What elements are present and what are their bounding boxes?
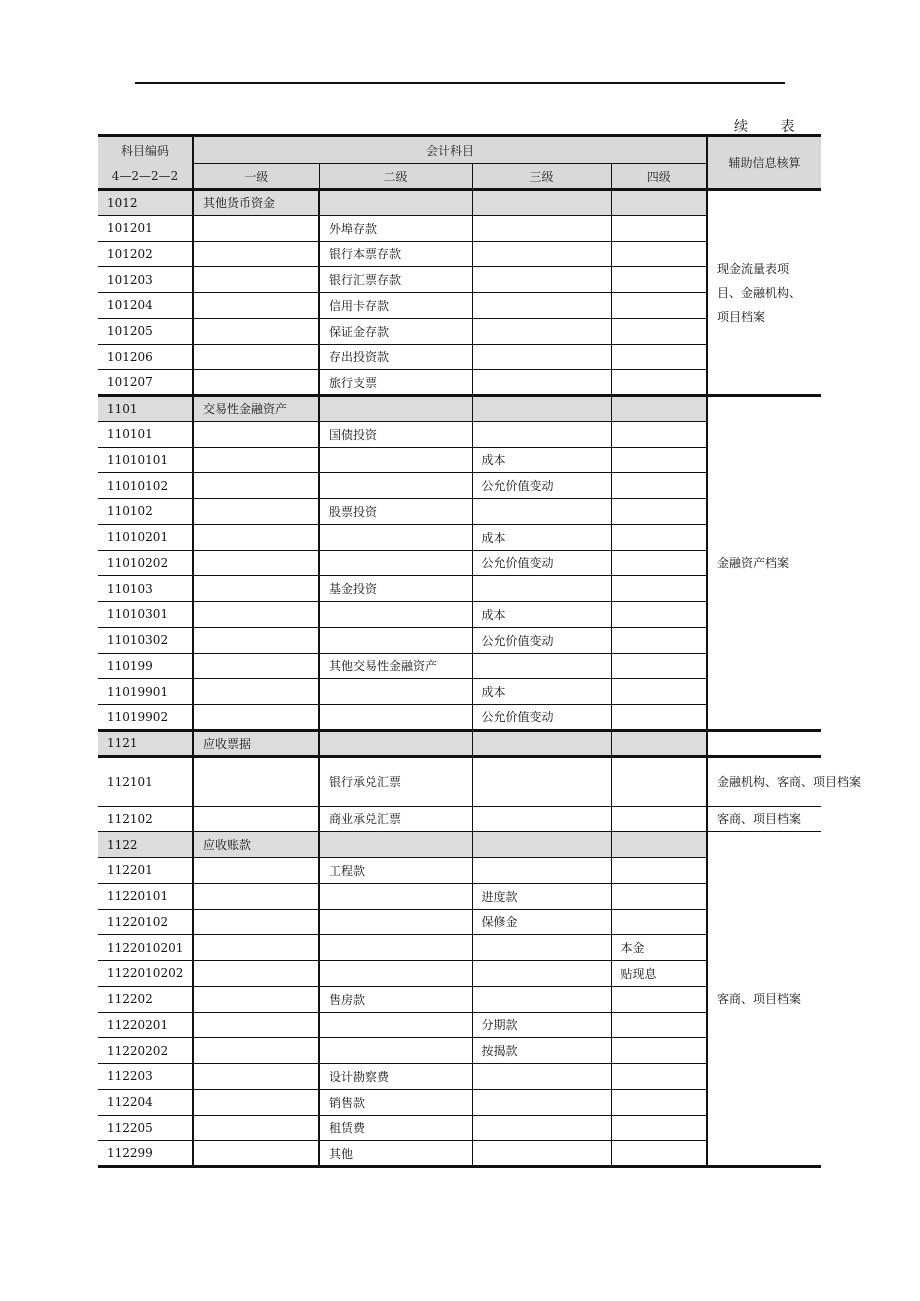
level-1-cell: [193, 756, 319, 806]
account-rows: [98, 190, 862, 1167]
level-1-cell: [193, 679, 319, 705]
level-3-cell: 按揭款: [472, 1038, 611, 1064]
level-3-cell: [472, 1141, 611, 1167]
level-2-cell: [319, 730, 472, 756]
code-cell: 101206: [98, 344, 193, 370]
code-cell: 11220101: [98, 883, 193, 909]
level-4-cell: [611, 550, 707, 576]
level-4-cell: [611, 499, 707, 525]
code-cell: 1101: [98, 396, 193, 422]
level-3-cell: 公允价值变动: [472, 705, 611, 731]
level-3-cell: 成本: [472, 447, 611, 473]
code-cell: 11010202: [98, 550, 193, 576]
level-1-cell: [193, 293, 319, 319]
level-4-cell: [611, 190, 707, 216]
table-row: [98, 806, 821, 832]
code-format: 4—2—2—2: [98, 164, 193, 190]
code-cell: 110102: [98, 499, 193, 525]
level-2-cell: 股票投资: [319, 499, 472, 525]
code-cell: 1121: [98, 730, 193, 756]
level-1-cell: 其他货币资金: [193, 190, 319, 216]
level-4-cell: [611, 318, 707, 344]
level-3-cell: [472, 858, 611, 884]
aux-info-cell: [707, 730, 821, 756]
level-4-cell: [611, 883, 707, 909]
level-4-cell: [611, 344, 707, 370]
level-1-cell: [193, 858, 319, 884]
level-2-cell: 银行承兑汇票: [319, 756, 472, 806]
level-1-header: 一级: [193, 164, 319, 190]
code-cell: 110199: [98, 653, 193, 679]
code-cell: 11019901: [98, 679, 193, 705]
level-1-cell: 交易性金融资产: [193, 396, 319, 422]
code-cell: 110103: [98, 576, 193, 602]
level-3-cell: [472, 241, 611, 267]
level-3-cell: 保修金: [472, 909, 611, 935]
level-2-cell: 其他: [319, 1141, 472, 1167]
level-1-cell: [193, 473, 319, 499]
level-4-cell: [611, 602, 707, 628]
level-4-cell: [611, 806, 707, 832]
code-cell: 101205: [98, 318, 193, 344]
level-3-cell: [472, 961, 611, 987]
level-4-cell: [611, 1064, 707, 1090]
level-4-cell: [611, 653, 707, 679]
aux-info-cell: 客商、项目档案: [707, 806, 821, 832]
level-1-cell: [193, 1012, 319, 1038]
code-cell: 101201: [98, 215, 193, 241]
level-4-cell: [611, 705, 707, 731]
level-1-cell: [193, 961, 319, 987]
level-2-cell: [319, 550, 472, 576]
code-cell: 101204: [98, 293, 193, 319]
level-1-cell: [193, 1038, 319, 1064]
aux-info-cell: 现金流量表项目、金融机构、项目档案: [707, 190, 821, 396]
code-cell: 112102: [98, 806, 193, 832]
level-4-cell: [611, 679, 707, 705]
level-3-cell: 进度款: [472, 883, 611, 909]
level-3-cell: [472, 293, 611, 319]
level-4-cell: [611, 858, 707, 884]
code-cell: 11220201: [98, 1012, 193, 1038]
level-1-cell: [193, 935, 319, 961]
level-2-cell: [319, 627, 472, 653]
level-1-cell: [193, 1089, 319, 1115]
level-1-cell: [193, 1141, 319, 1167]
level-2-cell: 存出投资款: [319, 344, 472, 370]
top-rule: [135, 82, 785, 84]
level-4-cell: [611, 215, 707, 241]
code-cell: 112204: [98, 1089, 193, 1115]
aux-info-cell: 客商、项目档案: [707, 832, 821, 1167]
code-cell: 1012: [98, 190, 193, 216]
table-row: [98, 756, 821, 806]
level-4-cell: [611, 986, 707, 1012]
level-1-cell: [193, 215, 319, 241]
code-cell: 11220202: [98, 1038, 193, 1064]
level-3-cell: [472, 986, 611, 1012]
level-4-cell: [611, 370, 707, 396]
level-3-cell: [472, 344, 611, 370]
level-4-cell: 贴现息: [611, 961, 707, 987]
level-2-cell: [319, 961, 472, 987]
level-2-cell: 旅行支票: [319, 370, 472, 396]
group-row: [98, 730, 821, 756]
level-4-cell: [611, 1115, 707, 1141]
subject-header: 会计科目: [193, 136, 707, 164]
level-4-cell: [611, 421, 707, 447]
level-2-cell: [319, 705, 472, 731]
level-2-cell: [319, 524, 472, 550]
level-2-cell: [319, 473, 472, 499]
level-1-cell: [193, 627, 319, 653]
continued-label: 续 表: [734, 119, 809, 135]
level-1-cell: [193, 447, 319, 473]
level-3-cell: [472, 1064, 611, 1090]
code-cell: 112205: [98, 1115, 193, 1141]
level-3-cell: 公允价值变动: [472, 550, 611, 576]
level-2-cell: [319, 447, 472, 473]
level-1-cell: [193, 1064, 319, 1090]
level-1-cell: [193, 1115, 319, 1141]
level-2-cell: 银行汇票存款: [319, 267, 472, 293]
level-1-cell: [193, 705, 319, 731]
level-2-cell: 其他交易性金融资产: [319, 653, 472, 679]
level-1-cell: [193, 909, 319, 935]
level-1-cell: [193, 524, 319, 550]
code-cell: 112202: [98, 986, 193, 1012]
level-2-cell: 银行本票存款: [319, 241, 472, 267]
aux-info-cell: 金融资产档案: [707, 396, 821, 731]
level-3-cell: [472, 1115, 611, 1141]
level-1-cell: [193, 318, 319, 344]
level-3-cell: 成本: [472, 602, 611, 628]
level-2-cell: [319, 602, 472, 628]
level-4-cell: 本金: [611, 935, 707, 961]
code-cell: 112101: [98, 756, 193, 806]
level-2-cell: 信用卡存款: [319, 293, 472, 319]
level-2-cell: [319, 190, 472, 216]
code-cell: 1122010201: [98, 935, 193, 961]
level-3-cell: [472, 190, 611, 216]
code-cell: 110101: [98, 421, 193, 447]
code-cell: 11010101: [98, 447, 193, 473]
level-3-cell: 成本: [472, 524, 611, 550]
aux-header: 辅助信息核算: [707, 136, 821, 190]
account-table: [98, 134, 862, 1168]
level-1-cell: [193, 370, 319, 396]
level-4-cell: [611, 524, 707, 550]
level-2-cell: 租赁费: [319, 1115, 472, 1141]
level-3-cell: 成本: [472, 679, 611, 705]
level-1-cell: [193, 344, 319, 370]
level-4-cell: [611, 909, 707, 935]
code-cell: 11019902: [98, 705, 193, 731]
level-4-cell: [611, 756, 707, 806]
level-3-cell: [472, 1089, 611, 1115]
level-2-cell: 工程款: [319, 858, 472, 884]
level-2-cell: 基金投资: [319, 576, 472, 602]
level-3-cell: [472, 935, 611, 961]
level-1-cell: [193, 576, 319, 602]
level-3-cell: [472, 576, 611, 602]
level-4-cell: [611, 1089, 707, 1115]
level-1-cell: [193, 883, 319, 909]
level-1-cell: [193, 550, 319, 576]
level-3-cell: [472, 653, 611, 679]
level-2-cell: [319, 832, 472, 858]
code-cell: 101203: [98, 267, 193, 293]
level-3-header: 三级: [472, 164, 611, 190]
level-3-cell: [472, 396, 611, 422]
level-4-header: 四级: [611, 164, 707, 190]
code-cell: 101202: [98, 241, 193, 267]
level-1-cell: [193, 241, 319, 267]
code-cell: 11010201: [98, 524, 193, 550]
level-4-cell: [611, 576, 707, 602]
level-4-cell: [611, 293, 707, 319]
level-3-cell: [472, 806, 611, 832]
level-4-cell: [611, 473, 707, 499]
code-cell: 11010102: [98, 473, 193, 499]
level-2-cell: 国债投资: [319, 421, 472, 447]
level-4-cell: [611, 396, 707, 422]
code-cell: 1122: [98, 832, 193, 858]
group-row: [98, 832, 821, 858]
code-cell: 11220102: [98, 909, 193, 935]
level-4-cell: [611, 627, 707, 653]
level-4-cell: [611, 267, 707, 293]
level-2-cell: 保证金存款: [319, 318, 472, 344]
level-3-cell: 公允价值变动: [472, 627, 611, 653]
code-cell: 11010301: [98, 602, 193, 628]
level-1-cell: [193, 267, 319, 293]
level-3-cell: [472, 756, 611, 806]
level-4-cell: [611, 832, 707, 858]
level-2-cell: 设计勘察费: [319, 1064, 472, 1090]
level-4-cell: [611, 1038, 707, 1064]
level-3-cell: [472, 499, 611, 525]
group-row: [98, 396, 821, 422]
level-3-cell: [472, 215, 611, 241]
level-3-cell: [472, 318, 611, 344]
level-4-cell: [611, 1012, 707, 1038]
level-1-cell: [193, 653, 319, 679]
level-3-cell: 公允价值变动: [472, 473, 611, 499]
level-4-cell: [611, 241, 707, 267]
code-cell: 112201: [98, 858, 193, 884]
level-2-cell: [319, 1038, 472, 1064]
code-cell: 101207: [98, 370, 193, 396]
level-1-cell: [193, 421, 319, 447]
level-4-cell: [611, 447, 707, 473]
level-3-cell: [472, 267, 611, 293]
code-header: 科目编码: [98, 136, 193, 164]
level-2-cell: [319, 909, 472, 935]
level-2-cell: [319, 1012, 472, 1038]
level-4-cell: [611, 730, 707, 756]
level-1-cell: [193, 806, 319, 832]
code-cell: 11010302: [98, 627, 193, 653]
level-2-cell: 外埠存款: [319, 215, 472, 241]
code-cell: 112203: [98, 1064, 193, 1090]
level-2-cell: [319, 935, 472, 961]
level-2-cell: 商业承兑汇票: [319, 806, 472, 832]
group-row: [98, 190, 821, 216]
level-4-cell: [611, 1141, 707, 1167]
aux-info-cell: 金融机构、客商、项目档案: [707, 756, 821, 806]
level-2-header: 二级: [319, 164, 472, 190]
level-3-cell: [472, 730, 611, 756]
level-3-cell: [472, 370, 611, 396]
level-1-cell: [193, 986, 319, 1012]
level-1-cell: [193, 602, 319, 628]
level-3-cell: [472, 421, 611, 447]
level-2-cell: [319, 883, 472, 909]
code-cell: 112299: [98, 1141, 193, 1167]
level-1-cell: 应收账款: [193, 832, 319, 858]
level-2-cell: 销售款: [319, 1089, 472, 1115]
level-3-cell: 分期款: [472, 1012, 611, 1038]
code-cell: 1122010202: [98, 961, 193, 987]
level-3-cell: [472, 832, 611, 858]
level-2-cell: 售房款: [319, 986, 472, 1012]
level-1-cell: [193, 499, 319, 525]
level-1-cell: 应收票据: [193, 730, 319, 756]
level-2-cell: [319, 679, 472, 705]
level-2-cell: [319, 396, 472, 422]
